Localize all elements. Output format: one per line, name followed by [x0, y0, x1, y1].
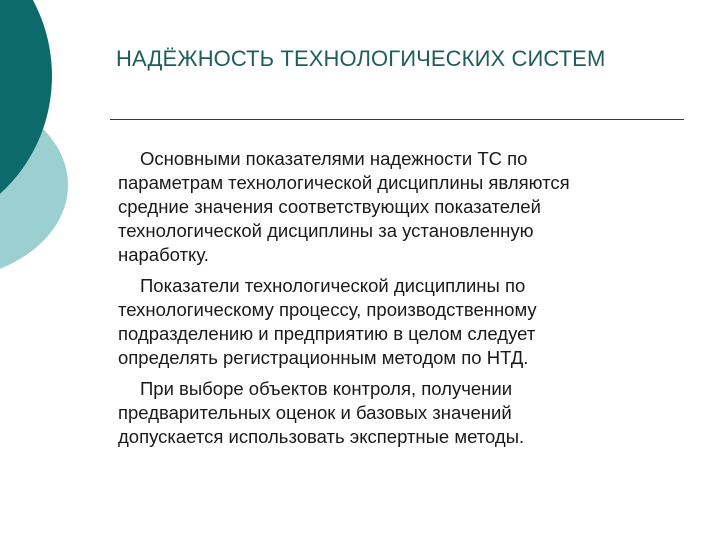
- paragraph-registration-method: Показатели технологической дисциплины по технологическому процессу, производственному подразделению и предприятию в целом следует определять регистрационным методом по НТД.: [118, 275, 537, 368]
- paragraph-expert-methods: При выборе объектов контроля, получении предварительных оценок и базовых значений допускается использовать экспертные методы.: [118, 378, 525, 447]
- title-divider: [110, 119, 684, 120]
- paragraph-main-indicators: Основными показателями надежности ТС по параметрам технологической дисциплины являются средние значения соответствующих показателей технологической дисциплины за установленную наработку.: [118, 148, 570, 265]
- slide-title: НАДЁЖНОСТЬ ТЕХНОЛОГИЧЕСКИХ СИСТЕМ: [116, 46, 606, 71]
- slide-body: [118, 147, 618, 456]
